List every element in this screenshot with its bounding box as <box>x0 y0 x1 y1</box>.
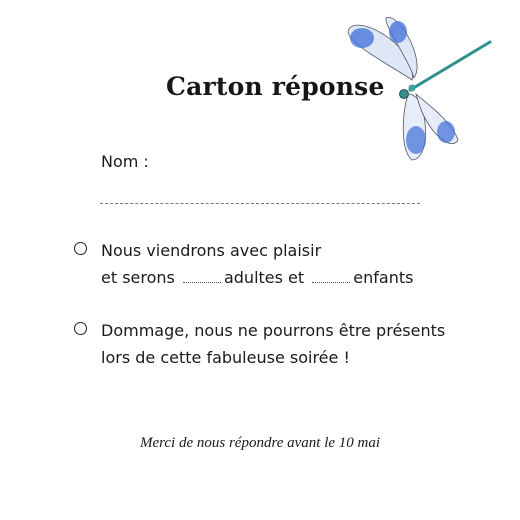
dragonfly-icon <box>340 10 500 170</box>
card-title: Carton réponse <box>166 72 385 101</box>
reply-deadline-note: Merci de nous répondre avant le 10 mai <box>139 435 381 451</box>
name-label: Nom : <box>101 152 149 171</box>
radio-declining[interactable] <box>74 322 87 335</box>
attending-line2 <box>101 264 413 291</box>
radio-attending[interactable] <box>74 242 87 255</box>
attending-prefix: et serons <box>101 268 175 287</box>
option-declining[interactable] <box>74 317 445 371</box>
declining-line2: lors de cette fabuleuse soirée ! <box>101 348 350 367</box>
attending-middle: adultes et <box>223 268 305 287</box>
adults-count-blank[interactable] <box>183 281 221 283</box>
option-attending[interactable] <box>74 237 413 291</box>
attending-suffix: enfants <box>353 268 414 287</box>
name-field-line[interactable] <box>100 203 420 204</box>
children-count-blank[interactable] <box>312 281 350 283</box>
declining-line1: Dommage, nous ne pourrons être présents <box>101 321 446 340</box>
attending-line1: Nous viendrons avec plaisir <box>101 241 322 260</box>
